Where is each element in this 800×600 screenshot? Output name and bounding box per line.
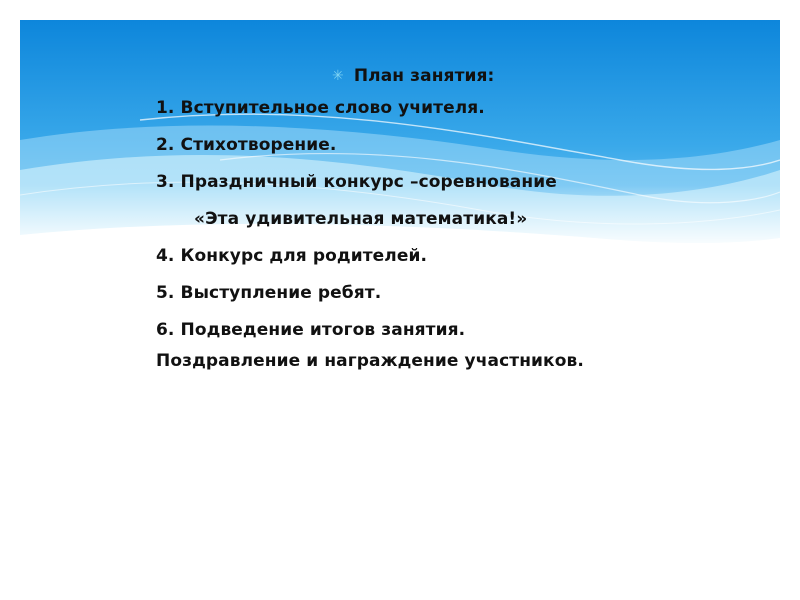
plan-item-6-line-1: 6. Подведение итогов занятия. (156, 320, 466, 340)
slide-title: План занятия: (353, 66, 495, 86)
plan-item-6-line-2: Поздравление и награждение участников. (156, 351, 584, 371)
plan-item-2: 2. Стихотворение. (156, 135, 337, 155)
plan-item-6 (156, 315, 776, 377)
slide-content (156, 62, 776, 377)
plan-item-4: 4. Конкурс для родителей. (156, 246, 428, 266)
plan-item-5: 5. Выступление ребят. (156, 283, 382, 303)
plan-item-1: 1. Вступительное слово учителя. (156, 98, 485, 118)
star-bullet-icon: ✳ (332, 68, 344, 84)
slide-title-row (332, 62, 776, 90)
plan-item-3: 3. Праздничный конкурс –соревнование (156, 172, 557, 192)
plan-item-3-subtitle: «Эта удивительная математика!» (194, 209, 528, 229)
